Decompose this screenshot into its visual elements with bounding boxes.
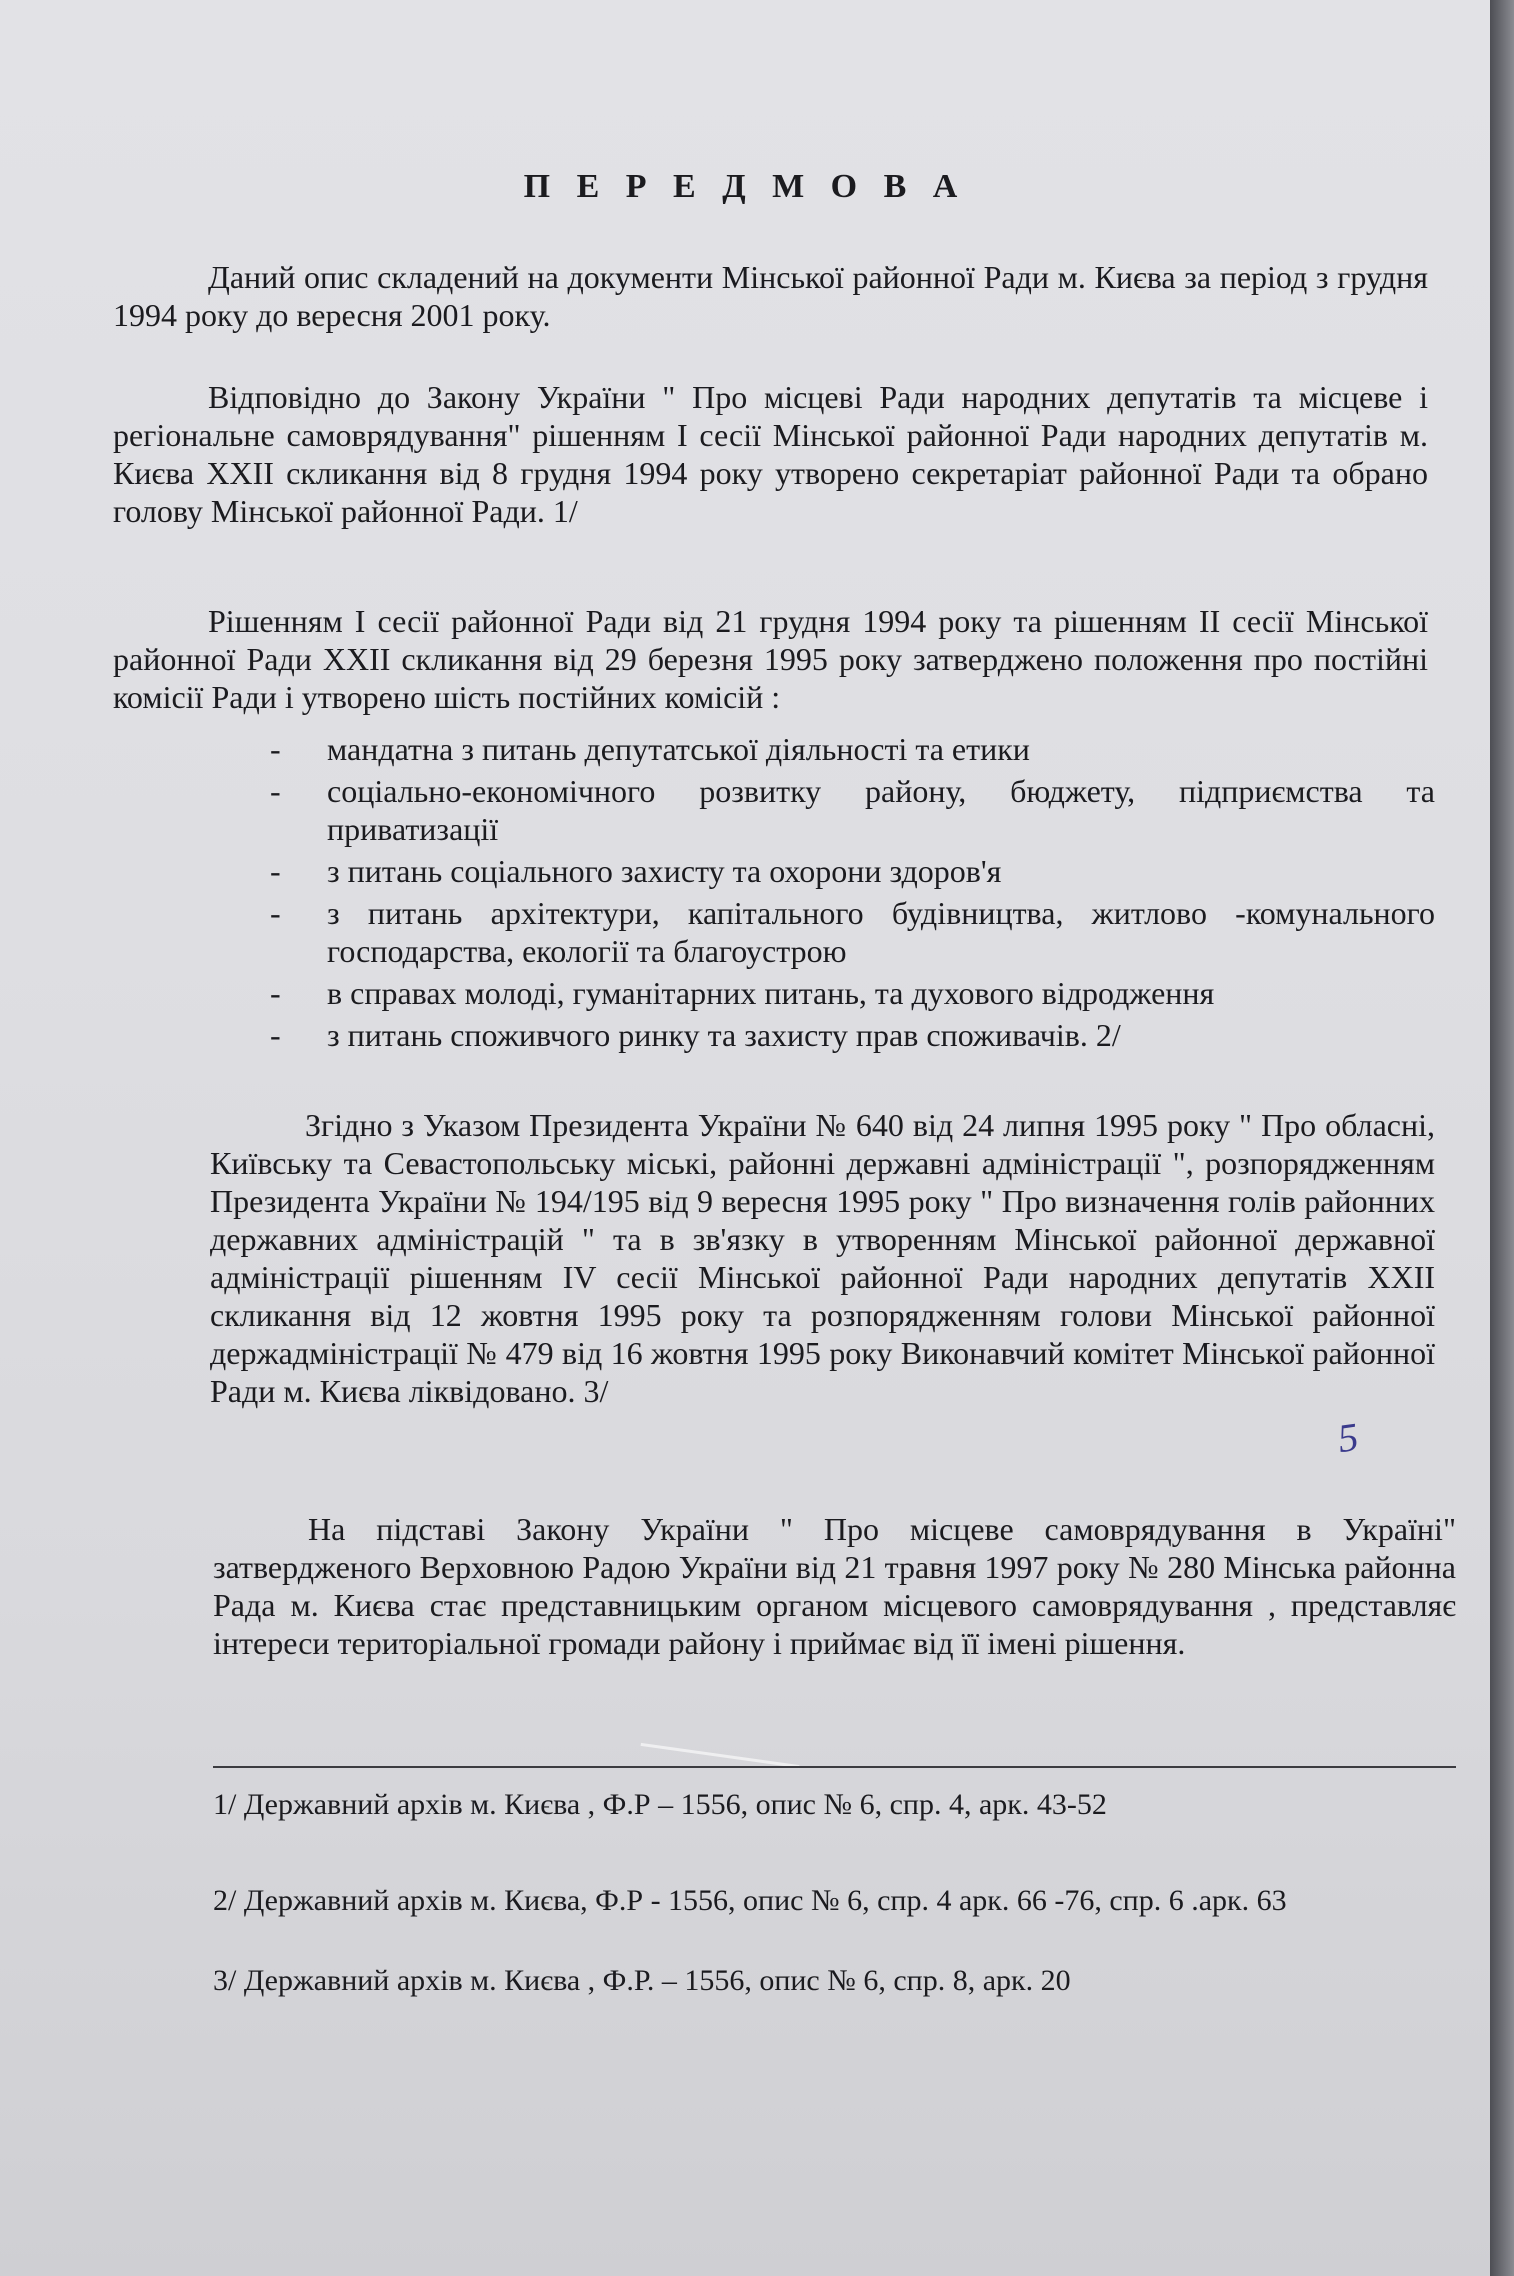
commissions-list <box>270 730 1435 1058</box>
footnote-divider <box>213 1766 1456 1768</box>
list-dash: - <box>270 853 281 889</box>
list-item <box>270 730 1435 768</box>
footnote-1: 1/ Державний архів м. Києва , Ф.Р – 1556, опис № 6, спр. 4, арк. 43-52 <box>213 1788 1107 1821</box>
list-item <box>270 1016 1435 1054</box>
list-item-text: з питань архітектури, капітального будівництва, житлово -комунального господарства, екології та благоустрою <box>327 895 1435 969</box>
paragraph-presidential-decree: Згідно з Указом Президента України № 640 від 24 липня 1995 року " Про обласні, Київську та Севастопольську міські, районні державні адміністрації ", розпорядженням Президента України № 194/195 від 9 вересня 1995 року " Про визначення голів районних державних адміністрацій " та в зв'язку в утворенням Мінської районної державної адміністрації рішенням IV сесії Мінської районної Ради народних депутатів XXII скликання від 12 жовтня 1995 року та розпорядженням голови Мінської районної держадміністрації № 479 від 16 жовтня 1995 року Виконавчий комітет Мінської районної Ради м. Києва ліквідовано. 3/ <box>210 1107 1435 1409</box>
paragraph-commissions-intro: Рішенням І сесії районної Ради від 21 грудня 1994 року та рішенням ІІ сесії Мінської районної Ради XXII скликання від 29 березня 1995 року затверджено положення про постійні комісії Ради і утворено шість постійних комісій : <box>113 603 1428 715</box>
footnote-2: 2/ Державний архів м. Києва, Ф.Р - 1556, опис № 6, спр. 4 арк. 66 -76, спр. 6 .арк. 63 <box>213 1884 1287 1917</box>
list-dash: - <box>270 773 281 809</box>
paragraph-self-government-law: На підставі Закону України " Про місцеве самоврядування в Україні" затвердженого Верховною Радою України від 21 травня 1997 року № 280 Мінська районна Рада м. Києва стає представницьким органом місцевого самоврядування , представляє інтереси територіальної громади району і приймає від її імені рішення. <box>213 1511 1456 1661</box>
document-title: П Е Р Е Д М О В А <box>523 168 967 205</box>
list-item <box>270 974 1435 1012</box>
list-item-text: мандатна з питань депутатської діяльності та етики <box>327 731 1030 767</box>
list-dash: - <box>270 1017 281 1053</box>
list-item-text: в справах молоді, гуманітарних питань, та духового відродження <box>327 975 1215 1011</box>
background-edge <box>1490 0 1514 2276</box>
list-item-text: соціально-економічного розвитку району, бюджету, підприємства та приватизації <box>327 773 1435 847</box>
footnote-3: 3/ Державний архів м. Києва , Ф.Р. – 1556, опис № 6, спр. 8, арк. 20 <box>213 1964 1071 1997</box>
list-item <box>270 852 1435 890</box>
paper-crease <box>641 1743 800 1768</box>
list-dash: - <box>270 895 281 931</box>
handwritten-correction: 5 <box>1334 1413 1362 1462</box>
list-item <box>270 772 1435 848</box>
list-item-text: з питань соціального захисту та охорони здоров'я <box>327 853 1002 889</box>
list-dash: - <box>270 975 281 1011</box>
list-dash: - <box>270 731 281 767</box>
paragraph-secretariat: Відповідно до Закону України " Про місцеві Ради народних депутатів та місцеве і регіональне самоврядування" рішенням І сесії Мінської районної Ради народних депутатів м. Києва XXII скликання від 8 грудня 1994 року утворено секретаріат районної Ради та обрано голову Мінської районної Ради. 1/ <box>113 379 1428 529</box>
paragraph-description-scope: Даний опис складений на документи Мінської районної Ради м. Києва за період з грудня 1994 року до вересня 2001 року. <box>113 259 1428 333</box>
list-item-text: з питань споживчого ринку та захисту прав споживачів. 2/ <box>327 1017 1121 1053</box>
list-item <box>270 894 1435 970</box>
